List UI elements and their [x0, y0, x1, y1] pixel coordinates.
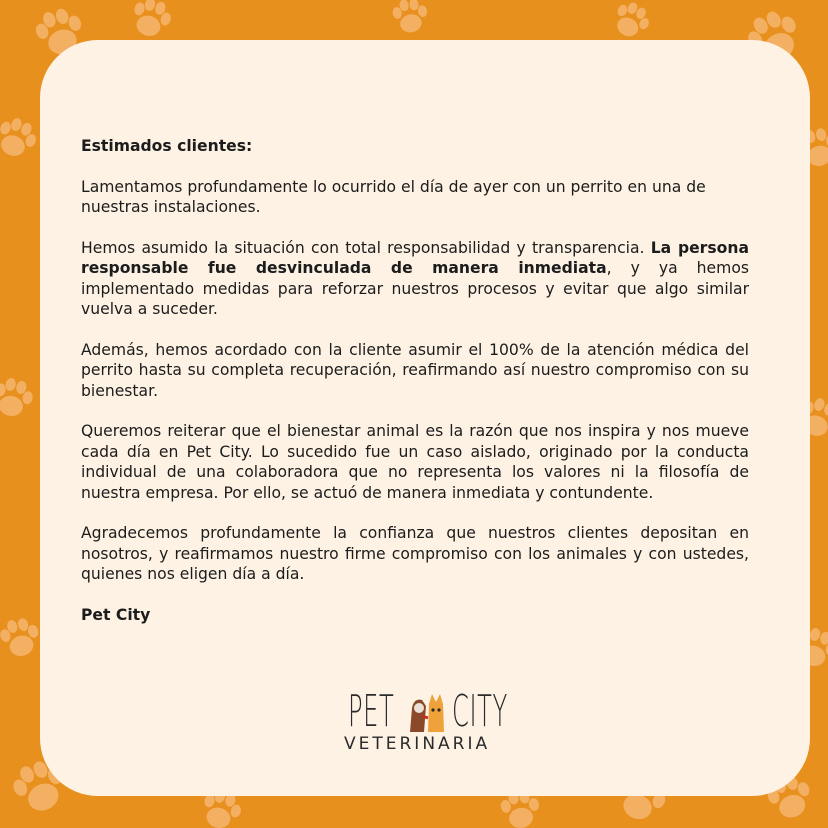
- greeting: Estimados clientes:: [81, 137, 253, 155]
- paragraph-2-text-b: , y ya hemos implementado medidas para reforzar nuestros procesos y evitar que algo similar vuelva a suceder.: [81, 259, 750, 318]
- paragraph-5: Agradecemos profundamente la confianza que nuestros clientes depositan en nosotros, y reafirmamos nuestro firme compromiso con los animales y con ustedes, quienes nos eligen día a día.: [81, 524, 749, 583]
- dog-cat-icon: [402, 688, 450, 736]
- paragraph-2: [81, 238, 749, 320]
- paragraph-2-text-a: Hemos asumido la situación con total responsabilidad y transparencia.: [81, 238, 651, 257]
- logo-subtitle: VETERINARIA: [344, 734, 491, 754]
- logo-word-pet: PET: [348, 686, 395, 737]
- paragraph-3: Además, hemos acordado con la cliente asumir el 100% de la atención médica del perrito hasta su completa recuperación, reafirmando así nuestro compromiso con su bienestar.: [81, 340, 749, 400]
- letter-card: [40, 40, 810, 796]
- signature: Pet City: [81, 605, 151, 624]
- letter-body: [81, 136, 749, 645]
- paragraph-1: Lamentamos profundamente lo ocurrido el día de ayer con un perrito en una de nuestras instalaciones.: [81, 177, 706, 216]
- paragraph-2-bold: La persona responsable fue desvinculada de manera inmediata: [81, 238, 749, 277]
- paragraph-4: Queremos reiterar que el bienestar animal es la razón que nos inspira y nos mueve cada día en Pet City. Lo sucedido fue un caso aislado, originado por la conducta individual de una colaboradora que no representa los valores ni la filosofía de nuestra empresa. Por ello, se actuó de manera inmediata y contundente.: [81, 422, 749, 502]
- pet-city-logo: [330, 686, 530, 766]
- logo-word-city: CITY: [452, 686, 508, 737]
